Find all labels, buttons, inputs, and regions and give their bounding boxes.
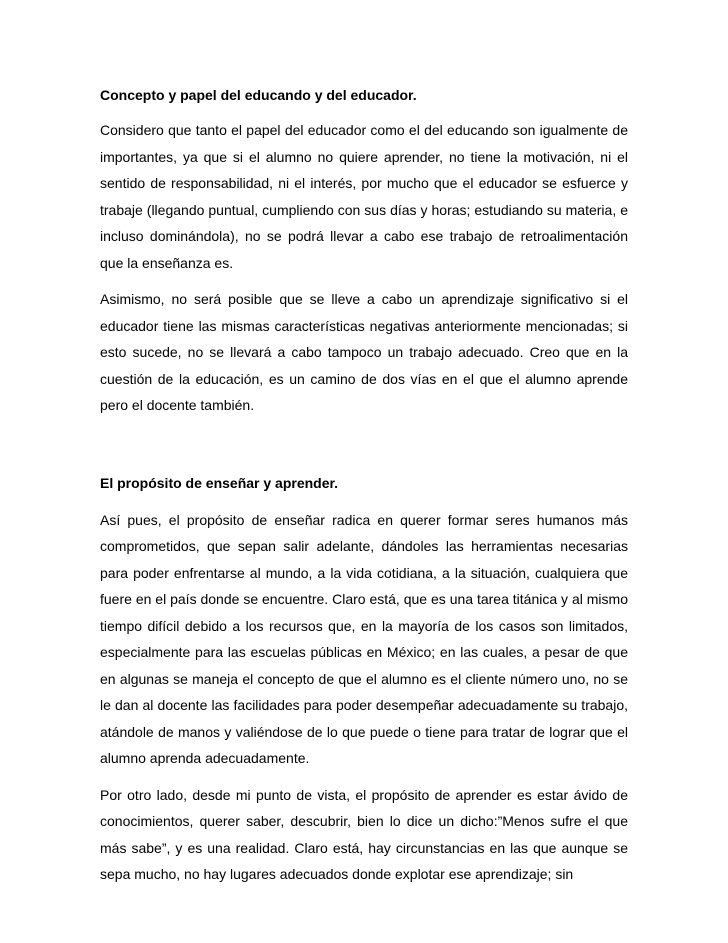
section-title-concepto: Concepto y papel del educando y del educador.: [100, 87, 417, 103]
section-title-proposito: El propósito de enseñar y aprender.: [100, 474, 339, 491]
paragraph-aprendizaje-significativo: Asimismo, no será posible que se lleve a cabo un aprendizaje significativo si el educador tiene las mismas características negativas anteriormente mencionadas; si esto sucede, no se llevará a cabo tampoco un trabajo adecuado. Creo que en la cuestión de la educación, es un camino de dos vías en el que el alumno aprende pero el docente también.: [100, 291, 628, 413]
paragraph-proposito-ensenar: Así pues, el propósito de enseñar radica en querer formar seres humanos más comprometidos, que sepan salir adelante, dándoles las herramientas necesarias para poder enfrentarse al mundo, a la vida cotidiana, a la situación, cualquiera que fuere en el país donde se encuentre. Claro está, que es una tarea titánica y al mismo tiempo difícil debido a los recursos que, en la mayoría de los casos son limitados, especialmente para las escuelas públicas en México; en las cuales, a pesar de que en algunas se maneja el concepto de que el alumno es el cliente número uno, no se le dan al docente las facilidades para poder desempeñar adecuadamente su trabajo, atándole de manos y valiéndose de lo que puede o tiene para tratar de lograr que el alumno aprenda adecuadamente.: [100, 511, 628, 766]
paragraph-importancia-educador-educando: Considero que tanto el papel del educador como el del educando son igualmente de importantes, ya que si el alumno no quiere aprender, no tiene la motivación, ni el sentido de responsabilidad, ni el interés, por mucho que el educador se esfuerce y trabaje (llegando puntual, cumpliendo con sus días y horas; estudiando su materia, e incluso dominándola), no se podrá llevar a cabo ese trabajo de retroalimentación que la enseñanza es.: [100, 122, 628, 271]
document-body: [100, 80, 628, 888]
paragraph-proposito-aprender: Por otro lado, desde mi punto de vista, el propósito de aprender es estar ávido de conocimientos, querer saber, descubrir, bien lo dice un dicho:”Menos sufre el que más sabe”, y es una realidad. Claro está, hay circunstancias en las que aunque se sepa mucho, no hay lugares adecuados donde explotar ese aprendizaje; sin: [100, 786, 628, 882]
